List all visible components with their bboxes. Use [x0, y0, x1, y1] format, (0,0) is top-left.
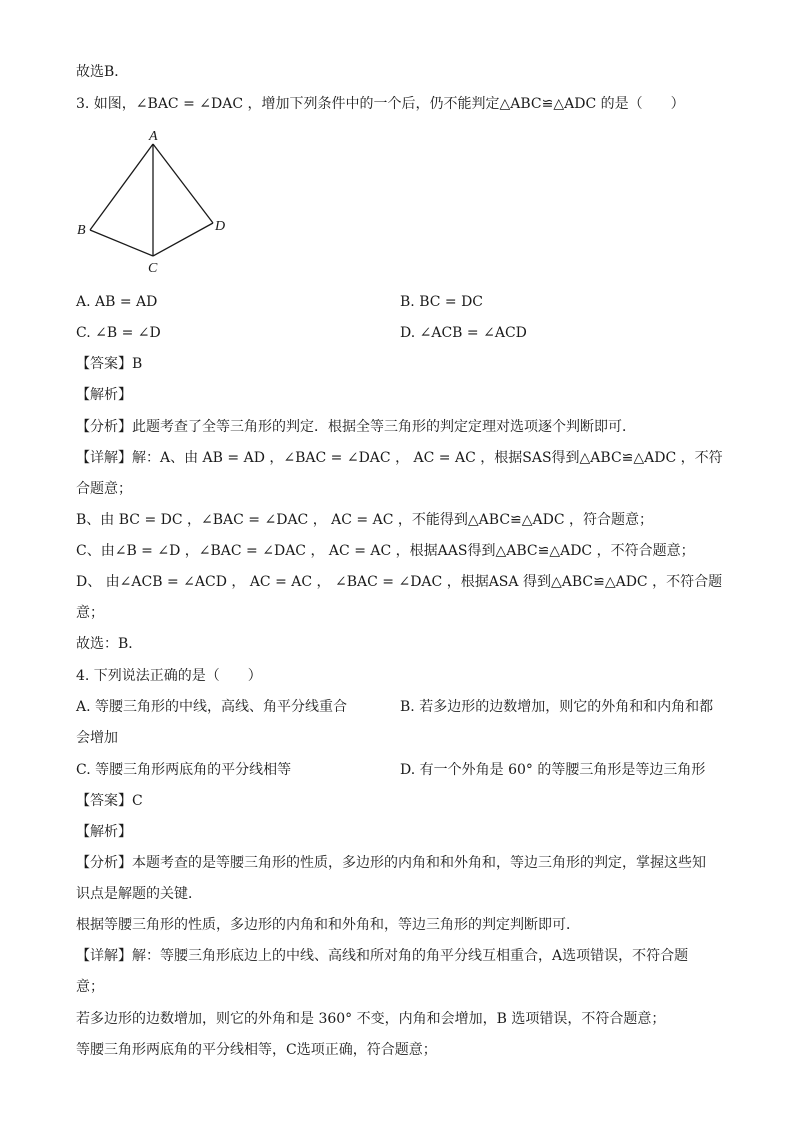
detail-text: D、 由∠ACB = ∠ACD ， AC = AC ， ∠BAC = ∠DAC ，根据ASA 得到△ABC≌△ADC ，不符合题	[76, 574, 723, 590]
option-b: B. 若多边形的边数增加，则它的外角和和内角和都	[400, 699, 714, 715]
question-4-stem: 4. 下列说法正确的是（ ）	[76, 668, 262, 684]
vertex-label-B: B	[77, 223, 86, 238]
detail-text: 等腰三角形两底角的平分线相等，C选项正确，符合题意；	[76, 1042, 437, 1058]
analysis-label: 【解析】	[76, 387, 132, 403]
detail-text: 意；	[76, 605, 104, 621]
detail-text: 【详解】解：等腰三角形底边上的中线、高线和所对角的角平分线互相重合，A选项错误，不符合题	[76, 948, 689, 964]
option-a: A. AB = AD	[76, 294, 158, 310]
detail-text: 【详解】解：A、由 AB = AD ，∠BAC = ∠DAC ， AC = AC ，根据SAS得到△ABC≌△ADC ，不符	[76, 450, 723, 466]
segment-BC	[90, 230, 153, 256]
option-b-continued: 会增加	[76, 730, 118, 746]
analysis-text: 【分析】此题考查了全等三角形的判定．根据全等三角形的判定定理对选项逐个判断即可．	[76, 419, 636, 435]
segment-AD	[153, 144, 213, 223]
answer-label: 【答案】B	[76, 356, 143, 372]
detail-text: 若多边形的边数增加，则它的外角和是 360° 不变，内角和会增加，B 选项错误，不符合题意；	[76, 1011, 666, 1027]
vertex-label-C: C	[148, 261, 158, 276]
option-c: C. ∠B = ∠D	[76, 325, 161, 341]
vertex-label-A: A	[149, 129, 158, 144]
detail-text: 合题意；	[76, 481, 132, 497]
option-a: A. 等腰三角形的中线，高线、角平分线重合	[76, 699, 348, 715]
vertex-label-D: D	[215, 219, 226, 234]
analysis-text: 根据等腰三角形的性质，多边形的内角和和外角和，等边三角形的判定判断即可．	[76, 917, 580, 933]
detail-text: B、由 BC = DC ，∠BAC = ∠DAC ， AC = AC ，不能得到△ABC≌△ADC ，符合题意；	[76, 512, 654, 528]
option-c: C. 等腰三角形两底角的平分线相等	[76, 762, 292, 778]
detail-text: C、由∠B = ∠D ，∠BAC = ∠DAC ， AC = AC ，根据AAS得到△ABC≌△ADC ，不符合题意；	[76, 543, 695, 559]
analysis-label: 【解析】	[76, 824, 132, 840]
question-3-stem: 3. 如图，∠BAC = ∠DAC ，增加下列条件中的一个后，仍不能判定△ABC≌△ADC 的是（ ）	[76, 96, 685, 112]
triangle-figure	[74, 126, 234, 276]
analysis-text: 【分析】本题考查的是等腰三角形的性质，多边形的内角和和外角和，等边三角形的判定，掌握这些知	[76, 855, 706, 871]
segment-CD	[153, 223, 213, 256]
text-line: 故选B．	[76, 64, 129, 80]
segment-AB	[90, 144, 153, 230]
option-d: D. ∠ACB = ∠ACD	[400, 325, 527, 341]
option-b: B. BC = DC	[400, 294, 484, 310]
detail-text: 意；	[76, 979, 104, 995]
analysis-text: 识点是解题的关键．	[76, 886, 202, 902]
conclusion-text: 故选：B．	[76, 636, 143, 652]
answer-label: 【答案】C	[76, 793, 143, 809]
option-d: D. 有一个外角是 60° 的等腰三角形是等边三角形	[400, 762, 706, 778]
